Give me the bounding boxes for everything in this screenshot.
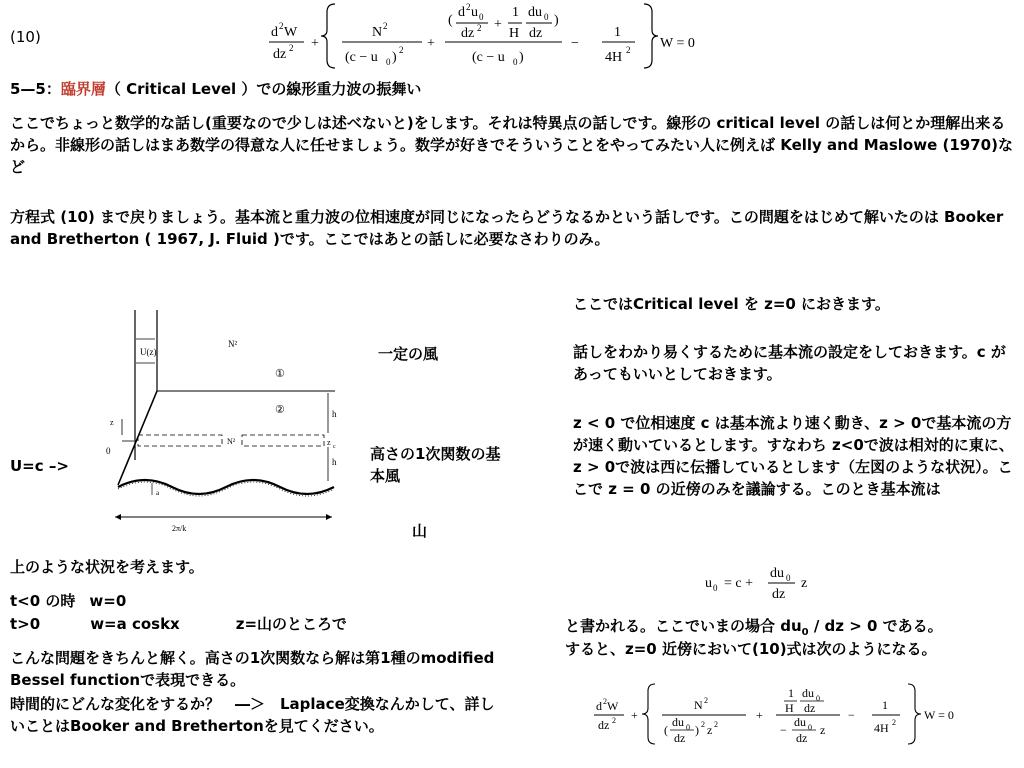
svg-text:2: 2 bbox=[399, 45, 404, 55]
svg-text:1: 1 bbox=[788, 686, 794, 700]
critical-level-placement: ここではCritical level を z=0 におきます。 bbox=[573, 295, 890, 313]
solve-text: こんな問題をきちんと解く。高さの1次関数なら解は第1種のmodified Bessel functionで表現できる。 bbox=[10, 649, 495, 689]
svg-text:2: 2 bbox=[612, 716, 616, 725]
svg-text:4H: 4H bbox=[874, 721, 889, 735]
svg-text:dz: dz bbox=[273, 47, 287, 62]
svg-text:(c − u: (c − u bbox=[345, 50, 378, 65]
svg-text:0: 0 bbox=[386, 57, 391, 67]
section-heading bbox=[10, 78, 421, 100]
svg-text:): ) bbox=[392, 50, 397, 65]
svg-text:(c − u: (c − u bbox=[472, 50, 505, 65]
section-term: 臨界層 bbox=[60, 80, 106, 98]
svg-text:N: N bbox=[372, 25, 383, 40]
svg-text:0: 0 bbox=[513, 57, 518, 67]
figure-u-label: U(z) bbox=[140, 347, 157, 357]
svg-text:): ) bbox=[554, 13, 559, 28]
svg-text:0: 0 bbox=[786, 573, 791, 583]
svg-text:H: H bbox=[785, 701, 794, 715]
svg-text:2: 2 bbox=[603, 697, 607, 706]
svg-text:du: du bbox=[794, 715, 806, 729]
figure-h-lower: h bbox=[332, 457, 337, 467]
svg-text:H: H bbox=[509, 26, 520, 41]
svg-text:2: 2 bbox=[289, 43, 294, 53]
svg-text:= c +: = c + bbox=[724, 576, 754, 591]
svg-text:N: N bbox=[694, 698, 703, 712]
svg-text:du: du bbox=[770, 566, 784, 581]
figure-h-upper: h bbox=[332, 409, 337, 419]
condition-after-value: w=a coskx bbox=[90, 615, 180, 633]
svg-text:(: ( bbox=[664, 723, 668, 737]
section-number: 5—5： bbox=[10, 80, 61, 98]
svg-text:2: 2 bbox=[477, 23, 482, 33]
svg-text:0: 0 bbox=[713, 583, 718, 593]
svg-text:2: 2 bbox=[626, 45, 631, 55]
svg-text:0: 0 bbox=[808, 723, 812, 732]
gradient-condition-a: と書かれる。ここでいまの場合 du bbox=[565, 617, 802, 635]
svg-text:−: − bbox=[780, 723, 787, 737]
constant-wind-label: 一定の風 bbox=[378, 345, 439, 363]
basic-flow-setup: 話しをわかり易くするために基本流の設定をしておきます。c があってもいいとしておきます。 bbox=[573, 343, 1006, 383]
svg-text:W: W bbox=[607, 699, 619, 713]
condition-after-location: z=山のところで bbox=[235, 615, 347, 633]
svg-text:+: + bbox=[494, 17, 502, 32]
svg-text:+: + bbox=[756, 708, 763, 722]
section-title-rest: （ Critical Level ）での線形重力波の振舞い bbox=[105, 80, 422, 98]
svg-text:du: du bbox=[802, 686, 814, 700]
svg-text:): ) bbox=[519, 50, 524, 65]
figure-zc: z bbox=[327, 438, 331, 447]
svg-text:dz: dz bbox=[461, 26, 475, 41]
svg-text:+: + bbox=[427, 36, 435, 51]
svg-text:du: du bbox=[672, 715, 684, 729]
figure-z-label: z bbox=[110, 418, 114, 427]
figure-zc-sub: c bbox=[333, 444, 336, 450]
svg-text:z: z bbox=[707, 723, 713, 737]
phase-speed-description: z < 0 で位相速度 c は基本流より速く動き、z > 0で基本流の方が速く動いているとします。すなわち z<0で波は相対的に東に、z > 0で波は西に伝播しているとします（左図のような状況）。ここで z = 0 の近傍のみを議論する。このとき基本流は bbox=[573, 414, 1014, 498]
svg-text:1: 1 bbox=[614, 25, 621, 40]
svg-text:du: du bbox=[528, 5, 542, 20]
intro-paragraph: ここでちょっと数学的な話し(重要なので少しは述べないと)をします。それは特異点の話しです。線形の critical level の話しは何とか理解出来るから。非線形の話しはまあ数学の得意な人に任せましょう。数学が好きでそういうことをやってみたい人に例えば Kelly and Maslowe (1970)など bbox=[10, 114, 1013, 176]
linear-wind-label: 高さの1次関数の基本風 bbox=[370, 445, 501, 485]
near-zero-statement: すると、z=0 近傍において(10)式は次のようになる。 bbox=[565, 640, 937, 658]
svg-text:(: ( bbox=[448, 13, 453, 28]
svg-text:d: d bbox=[596, 699, 602, 713]
svg-text:−: − bbox=[571, 36, 579, 51]
equation-10 bbox=[262, 0, 722, 70]
condition-before-value: w=0 bbox=[89, 592, 127, 610]
svg-text:): ) bbox=[695, 723, 699, 737]
svg-text:1: 1 bbox=[512, 5, 519, 20]
svg-text:1: 1 bbox=[882, 698, 888, 712]
svg-text:u: u bbox=[471, 5, 478, 20]
svg-text:0: 0 bbox=[479, 12, 484, 22]
svg-text:d: d bbox=[458, 5, 465, 20]
svg-text:dz: dz bbox=[796, 731, 808, 745]
svg-text:dz: dz bbox=[804, 701, 816, 715]
mountain-label: 山 bbox=[412, 522, 428, 540]
figure-amplitude: a bbox=[156, 489, 160, 497]
figure-n2-top: N² bbox=[228, 339, 238, 349]
equation-near-critical-level bbox=[590, 680, 990, 748]
condition-after-time: t>0 bbox=[10, 615, 41, 633]
svg-text:4H: 4H bbox=[605, 50, 623, 65]
svg-text:2: 2 bbox=[279, 21, 284, 31]
figure-n2-mid: N² bbox=[227, 437, 236, 446]
svg-text:2: 2 bbox=[714, 720, 718, 729]
svg-text:W = 0: W = 0 bbox=[924, 708, 954, 722]
figure-zero-label: 0 bbox=[106, 446, 111, 456]
figure-region-1: ① bbox=[275, 368, 285, 380]
svg-text:dz: dz bbox=[598, 718, 610, 732]
gradient-condition-sub: 0 bbox=[801, 627, 809, 638]
condition-after bbox=[10, 613, 347, 635]
time-evolution-text: 時間的にどんな変化をするか？ ―＞ Laplace変換なんかして、詳しいことはBooker and Brethertonを見てください。 bbox=[10, 695, 495, 735]
svg-text:z: z bbox=[820, 723, 826, 737]
svg-text:2: 2 bbox=[701, 720, 705, 729]
svg-text:0: 0 bbox=[816, 694, 820, 703]
svg-text:dz: dz bbox=[529, 26, 543, 41]
critical-level-figure bbox=[100, 305, 365, 540]
svg-text:−: − bbox=[848, 708, 855, 722]
consider-text: 上のような状況を考えます。 bbox=[10, 558, 204, 576]
svg-text:0: 0 bbox=[686, 723, 690, 732]
svg-text:0: 0 bbox=[544, 12, 549, 22]
return-paragraph: 方程式 (10) まで戻りましょう。基本流と重力波の位相速度が同じになったらどうなるかという話しです。この問題をはじめて解いたのは Booker and Bretherton ( 1967, J. Fluid )です。ここではあとの話しに必要なさわりのみ。 bbox=[10, 208, 1004, 248]
condition-before bbox=[10, 590, 126, 612]
equation-number: (10) bbox=[10, 28, 41, 46]
svg-text:d: d bbox=[271, 25, 278, 40]
svg-text:u: u bbox=[705, 576, 712, 591]
gradient-condition-b: / dz > 0 である。 bbox=[808, 617, 943, 635]
svg-text:W: W bbox=[284, 25, 298, 40]
svg-text:+: + bbox=[311, 36, 319, 51]
svg-text:dz: dz bbox=[772, 587, 786, 602]
svg-text:2: 2 bbox=[892, 718, 896, 727]
figure-region-2: ② bbox=[275, 404, 285, 416]
svg-text:+: + bbox=[631, 708, 638, 722]
u-equals-c-label: U=c –> bbox=[10, 457, 69, 475]
svg-text:W = 0: W = 0 bbox=[660, 36, 695, 51]
svg-text:z: z bbox=[801, 576, 808, 591]
svg-text:2: 2 bbox=[704, 696, 708, 705]
basic-flow-equation bbox=[700, 560, 870, 604]
svg-text:dz: dz bbox=[674, 731, 686, 745]
condition-before-time: t<0 の時 bbox=[10, 592, 76, 610]
svg-text:2: 2 bbox=[466, 2, 471, 12]
svg-text:2: 2 bbox=[383, 21, 388, 31]
figure-wavelength: 2π/k bbox=[172, 524, 187, 533]
